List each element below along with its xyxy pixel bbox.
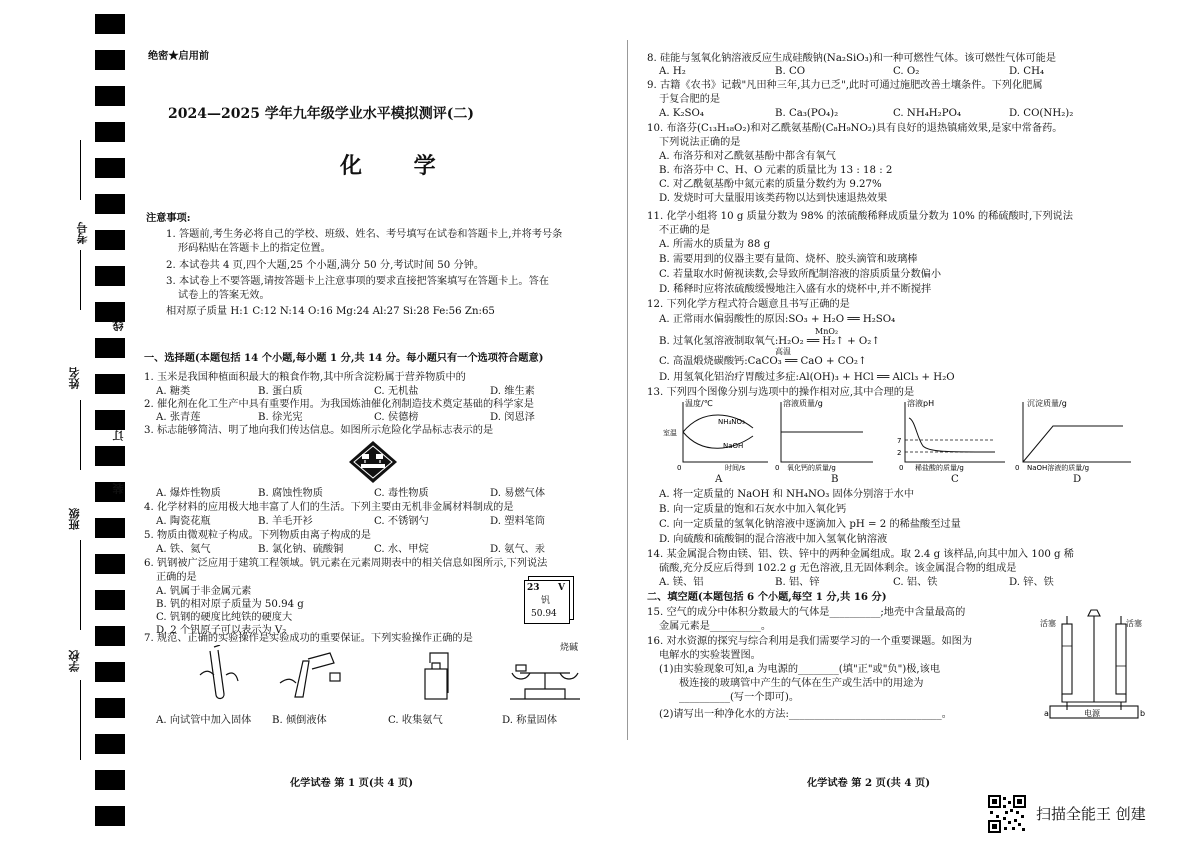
- q2-option-a: A. 张青莲: [156, 412, 201, 423]
- element-symbol: V: [558, 583, 565, 593]
- electrolysis-apparatus: [1040, 606, 1150, 724]
- subject-title: 化 学: [340, 153, 458, 179]
- binding-stripe: [95, 122, 125, 142]
- graph-c-axes: [905, 402, 1005, 462]
- q14-option-d: D. 锌、铁: [1009, 577, 1054, 588]
- binding-stripe: [95, 770, 125, 790]
- graph-c-origin: 0: [899, 464, 904, 472]
- graph-d-curve: [1023, 426, 1123, 462]
- q8-option-c: C. O₂: [893, 66, 920, 77]
- graph-b-letter: B: [831, 474, 839, 485]
- question-16-part-1: (1)由实验现象可知,a 为电源的________(填"正"或"负")极,该电: [659, 664, 941, 675]
- graph-a-tag-naoh: NaOH: [723, 442, 744, 450]
- q10-option-a: A. 布洛芬和对乙酰氨基酚中都含有氧气: [659, 151, 836, 162]
- q4-option-b: B. 羊毛开衫: [258, 516, 313, 527]
- q12-condition-high-temp: 高温: [775, 347, 791, 356]
- graph-d: [1013, 398, 1143, 474]
- page-divider: [627, 40, 628, 740]
- left-valve-label: 活塞: [1040, 619, 1056, 628]
- q12-condition-mno2: MnO₂: [815, 327, 839, 336]
- binding-stripe: [95, 626, 125, 646]
- section-1-heading: 一、选择题(本题包括 14 个小题,每小题 1 分,共 14 分。每小题只有一个选项符合题意): [144, 352, 544, 364]
- question-16-part-1-cont2: __________(写一个即可)。: [679, 692, 800, 703]
- right-valve-label: 活塞: [1126, 619, 1142, 628]
- graph-c-tick-7: 7: [897, 437, 902, 445]
- side-label-xian: 线: [112, 320, 125, 331]
- binding-line: [80, 250, 81, 310]
- binding-stripe: [95, 590, 125, 610]
- graph-c-reference-lines: [905, 440, 995, 452]
- q13-option-c: C. 向一定质量的氢氧化钠溶液中逐滴加入 pH = 2 的稀盐酸至过量: [659, 519, 961, 530]
- electrode-a-label: a: [1044, 709, 1049, 718]
- atomic-mass-line: 相对原子质量 H:1 C:12 N:14 O:16 Mg:24 Al:27 Si:28 Fe:56 Zn:65: [166, 306, 495, 317]
- page-footer: 化学试卷 第 2 页(共 4 页): [807, 777, 931, 789]
- question-8: 8. 硅能与氢氧化钠溶液反应生成硅酸钠(Na₂SiO₃)和一种可燃性气体。该可燃性气体可能是: [647, 53, 1057, 64]
- q3-option-a: A. 爆炸性物质: [156, 488, 221, 499]
- graph-b-ylabel: 溶液质量/g: [783, 399, 823, 408]
- side-label-name: 姓名: [68, 367, 81, 389]
- q14-option-a: A. 镁、铝: [659, 577, 704, 588]
- q6-option-c: C. 钒钢的硬度比纯铁的硬度大: [156, 612, 293, 623]
- graph-a-origin: 0: [677, 464, 682, 472]
- question-5: 5. 物质由微观粒子构成。下列物质由离子构成的是: [144, 530, 371, 541]
- q10-option-d: D. 发烧时可大量服用该类药物以达到快速退热效果: [659, 193, 888, 204]
- q10-option-c: C. 对乙酰氨基酚中氮元素的质量分数约为 9.27%: [659, 179, 882, 190]
- q9-option-b: B. Ca₃(PO₄)₂: [775, 108, 839, 119]
- q6-option-a: A. 钒属于非金属元素: [156, 586, 252, 597]
- q11-option-b: B. 需要用到的仪器主要有量筒、烧杯、胶头滴管和玻璃棒: [659, 254, 918, 265]
- notice-heading: 注意事项:: [146, 212, 191, 224]
- element-name: 钒: [541, 596, 551, 606]
- q3-option-d: D. 易燃气体: [490, 488, 546, 499]
- question-4: 4. 化学材料的应用极大地丰富了人们的生活。下列主要由无机非金属材料制成的是: [144, 502, 514, 513]
- q11-option-d: D. 稀释时应将浓硫酸缓慢地注入盛有水的烧杯中,并不断搅拌: [659, 284, 932, 295]
- question-15: 15. 空气的成分中体积分数最大的气体是__________;地壳中含量最高的: [647, 607, 966, 618]
- corrosive-hazard-icon: [348, 440, 398, 484]
- binding-stripe: [95, 806, 125, 826]
- binding-stripe: [95, 554, 125, 574]
- exam-title: 2024—2025 学年九年级学业水平模拟测评(二): [168, 106, 475, 122]
- graph-c: [895, 398, 1015, 474]
- q7-option-d: D. 称量固体: [502, 715, 558, 726]
- q11-option-a: A. 所需水的质量为 88 g: [659, 239, 771, 250]
- q13-option-a: A. 将一定质量的 NaOH 和 NH₄NO₃ 固体分别溶于水中: [659, 489, 915, 500]
- binding-stripe: [95, 338, 125, 358]
- binding-stripe: [95, 230, 125, 250]
- graph-d-xlabel: NaOH溶液的质量/g: [1027, 464, 1090, 472]
- binding-stripe: [95, 734, 125, 754]
- q1-option-a: A. 糖类: [156, 386, 191, 397]
- graph-c-curve: [909, 418, 995, 452]
- q11-option-c: C. 若量取水时俯视读数,会导致所配制溶液的溶质质量分数偏小: [659, 269, 942, 280]
- question-9-cont: 于复合肥的是: [659, 94, 721, 105]
- section-2-heading: 二、填空题(本题包括 6 个小题,每空 1 分,共 16 分): [647, 591, 887, 603]
- graph-c-letter: C: [951, 474, 959, 485]
- q1-option-d: D. 维生素: [490, 386, 535, 397]
- q1-option-c: C. 无机盐: [374, 386, 419, 397]
- q9-option-a: A. K₂SO₄: [659, 108, 704, 119]
- q8-option-b: B. CO: [775, 66, 806, 77]
- q12-option-d: D. 用氢氧化铝治疗胃酸过多症:Al(OH)₃ + HCl ══ AlCl₃ + H₂O: [659, 372, 955, 383]
- side-label-ding: 订: [112, 430, 125, 441]
- q8-option-a: A. H₂: [659, 66, 686, 77]
- side-label-school: 学校: [68, 650, 81, 672]
- binding-stripe: [95, 50, 125, 70]
- q2-option-c: C. 侯德榜: [374, 412, 419, 423]
- element-number: 23: [527, 583, 540, 593]
- question-6: 6. 钒钢被广泛应用于建筑工程领域。钒元素在元素周期表中的相关信息如图所示,下列说法: [144, 558, 548, 569]
- question-7: 7. 规范、正确的实验操作是实验成功的重要保证。下列实验操作正确的是: [144, 633, 473, 644]
- graph-a-letter: A: [715, 474, 723, 485]
- secret-label: 绝密★启用前: [148, 50, 210, 62]
- question-16: 16. 对水资源的探究与综合利用是我们需要学习的一个重要课题。如图为: [647, 636, 973, 647]
- q5-option-c: C. 水、甲烷: [374, 544, 429, 555]
- q10-option-b: B. 布洛芬中 C、H、O 元素的质量比为 13 : 18 : 2: [659, 165, 893, 176]
- graph-b-origin: 0: [775, 464, 780, 472]
- binding-stripe: [95, 14, 125, 34]
- question-12: 12. 下列化学方程式符合题意且书写正确的是: [647, 299, 850, 310]
- notice-line: 3. 本试卷上不要答题,请按答题卡上注意事项的要求直接把答案填写在答题卡上。答在: [166, 276, 549, 287]
- page-footer: 化学试卷 第 1 页(共 4 页): [290, 777, 414, 789]
- question-14-cont: 硫酸,充分反应后得到 102.2 g 无色溶液,且无固体剩余。该金属混合物的组成是: [659, 563, 1017, 574]
- page-2: [645, 0, 1195, 847]
- binding-line: [80, 540, 81, 630]
- q5-option-b: B. 氯化钠、硫酸铜: [258, 544, 344, 555]
- binding-line: [80, 680, 81, 760]
- binding-stripe: [95, 158, 125, 178]
- binding-stripes: [95, 14, 125, 842]
- question-11-cont: 不正确的是: [659, 225, 710, 236]
- scanner-watermark: 扫描全能王 创建: [1036, 805, 1146, 823]
- q2-option-d: D. 闵恩泽: [490, 412, 535, 423]
- side-label-zhuang: 装: [112, 483, 125, 494]
- q8-option-d: D. CH₄: [1009, 66, 1045, 77]
- notice-line: 试卷上的答案无效。: [178, 290, 270, 301]
- side-label-class: 班级: [68, 508, 81, 530]
- graph-d-axes: [1023, 402, 1131, 462]
- binding-stripe: [95, 662, 125, 682]
- q7-option-c: C. 收集氨气: [388, 715, 443, 726]
- binding-stripe: [95, 86, 125, 106]
- binding-line: [80, 140, 81, 200]
- q1-option-b: B. 蛋白质: [258, 386, 303, 397]
- q6-option-d: D. 2 个钒原子可以表示为 V₂: [156, 625, 287, 636]
- notice-line: 1. 答题前,考生务必将自己的学校、班级、姓名、考号填写在试卷和答题卡上,并将考号条: [166, 229, 563, 240]
- graph-d-letter: D: [1073, 474, 1082, 485]
- graph-b-xlabel: 氧化钙的质量/g: [787, 464, 836, 472]
- binding-line: [80, 400, 81, 470]
- binding-stripe: [95, 302, 125, 322]
- gas-bottle-illustration: [425, 653, 448, 699]
- binding-stripe: [95, 518, 125, 538]
- binding-stripe: [95, 194, 125, 214]
- q4-option-c: C. 不锈钢勺: [374, 516, 429, 527]
- question-16-part-1-cont: 极连接的玻璃管中产生的气体在生产或生活中的用途为: [679, 678, 924, 689]
- binding-stripe: [95, 266, 125, 286]
- q12-option-a: A. 正常雨水偏弱酸性的原因:SO₃ + H₂O ══ H₂SO₄: [659, 314, 896, 325]
- question-3: 3. 标志能够简洁、明了地向我们传达信息。如图所示危险化学品标志表示的是: [144, 425, 494, 436]
- question-1: 1. 玉米是我国种植面积最大的粮食作物,其中所含淀粉属于营养物质中的: [144, 372, 466, 383]
- q7-option-b: B. 倾倒液体: [272, 715, 327, 726]
- graph-c-tick-2: 2: [897, 449, 902, 457]
- q7-option-a: A. 向试管中加入固体: [156, 715, 252, 726]
- binding-stripe: [95, 698, 125, 718]
- q3-option-c: C. 毒性物质: [374, 488, 429, 499]
- test-tube-solid-illustration: [200, 645, 238, 699]
- question-6-cont: 正确的是: [156, 572, 197, 583]
- q12-option-b: B. 过氧化氢溶液制取氧气:H₂O₂ ══ H₂↑ + O₂↑: [659, 336, 880, 347]
- q3-option-b: B. 腐蚀性物质: [258, 488, 323, 499]
- element-mass: 50.94: [531, 609, 557, 619]
- caustic-soda-label: 烧碱: [560, 643, 579, 653]
- graph-d-ylabel: 沉淀质量/g: [1027, 399, 1067, 408]
- question-9: 9. 古籍《农书》记载"凡田种三年,其力已乏",此时可通过施肥改善土壤条件。下列化肥属: [647, 80, 1043, 91]
- graph-a-axes: [683, 402, 768, 462]
- electrode-b-label: b: [1140, 709, 1146, 718]
- notice-line: 形码粘贴在答题卡上的指定位置。: [178, 243, 331, 254]
- side-label-kaohao: 考号: [76, 222, 89, 244]
- question-11: 11. 化学小组将 10 g 质量分数为 98% 的浓硫酸稀释成质量分数为 10% 的稀硫酸时,下列说法: [647, 211, 1073, 222]
- graph-a-xlabel: 时间/s: [725, 464, 746, 472]
- question-13: 13. 下列四个图像分别与选项中的操作相对应,其中合理的是: [647, 387, 915, 398]
- q4-option-d: D. 塑料笔筒: [490, 516, 546, 527]
- q13-option-d: D. 向硫酸和硫酸铜的混合溶液中加入氢氧化钠溶液: [659, 534, 888, 545]
- graph-a-tag-nh4no3: NH₄NO₃: [718, 418, 745, 426]
- q9-option-d: D. CO(NH₂)₂: [1009, 108, 1074, 119]
- q6-option-b: B. 钒的相对原子质量为 50.94 g: [156, 599, 304, 610]
- q2-option-b: B. 徐光宪: [258, 412, 303, 423]
- question-10: 10. 布洛芬(C₁₃H₁₈O₂)和对乙酰氨基酚(C₈H₉NO₂)具有良好的退热镇痛效果,是家中常备药。: [647, 123, 1063, 134]
- q9-option-c: C. NH₄H₂PO₄: [893, 108, 962, 119]
- q14-option-c: C. 铝、铁: [893, 577, 938, 588]
- q5-option-a: A. 铁、氦气: [156, 544, 211, 555]
- graph-a-room-temp: 室温: [663, 429, 677, 437]
- q4-option-a: A. 陶瓷花瓶: [156, 516, 211, 527]
- q12-option-c: C. 高温煅烧碳酸钙:CaCO₃ ══ CaO + CO₂↑: [659, 356, 867, 367]
- question-16-cont: 电解水的实验装置图。: [659, 650, 761, 661]
- graph-a: [663, 398, 773, 474]
- power-supply-label: 电源: [1084, 709, 1100, 718]
- q13-option-b: B. 向一定质量的饱和石灰水中加入氧化钙: [659, 504, 847, 515]
- question-2: 2. 催化剂在化工生产中具有重要作用。为我国炼油催化剂制造技术奠定基础的科学家是: [144, 399, 534, 410]
- graph-b: [773, 398, 893, 474]
- notice-line: 2. 本试卷共 4 页,四个大题,25 个小题,满分 50 分,考试时间 50 分钟。: [166, 260, 485, 271]
- graph-c-ylabel: 溶液pH: [907, 399, 935, 408]
- q5-option-d: D. 氨气、汞: [490, 544, 546, 555]
- question-10-cont: 下列说法正确的是: [659, 137, 741, 148]
- question-16-part-2: (2)请写出一种净化水的方法:______________________________。: [659, 709, 952, 720]
- balance-illustration: [510, 665, 580, 699]
- qr-code-icon: [988, 795, 1026, 833]
- question-14: 14. 某金属混合物由镁、铝、铁、锌中的两种金属组成。取 2.4 g 该样品,向其中加入 100 g 稀: [647, 549, 1074, 560]
- graph-d-origin: 0: [1015, 464, 1020, 472]
- question-15-cont: 金属元素是__________。: [659, 621, 772, 632]
- binding-stripe: [95, 446, 125, 466]
- element-cell-vanadium: [524, 580, 570, 624]
- pour-liquid-illustration: [280, 653, 340, 697]
- experiment-illustrations: [180, 645, 580, 707]
- q14-option-b: B. 铝、锌: [775, 577, 820, 588]
- page-1: [140, 0, 610, 847]
- binding-stripe: [95, 410, 125, 430]
- binding-stripe: [95, 374, 125, 394]
- graph-a-ylabel: 温度/℃: [685, 399, 713, 408]
- graph-c-xlabel: 稀盐酸的质量/g: [915, 464, 964, 472]
